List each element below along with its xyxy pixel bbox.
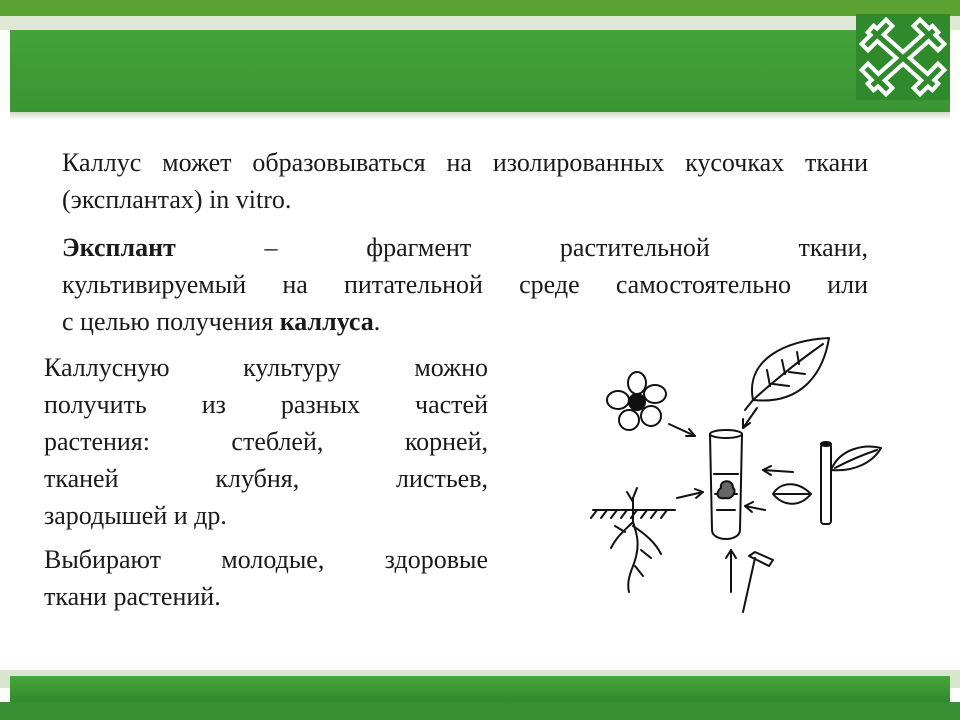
paragraph-callus-sources (44, 349, 488, 534)
header-shadow (10, 112, 950, 120)
stem-with-leaf-icon (821, 442, 881, 524)
header-band (0, 0, 960, 122)
leaf-icon (745, 338, 829, 410)
test-tube-icon (710, 430, 742, 539)
explant-line-3-before: с целью получения (62, 307, 280, 336)
sources-line-5: зародышей и др. (44, 501, 227, 530)
selection-line-1: Выбирают молодые, здоровые (44, 545, 488, 574)
sources-line-3: растения: стеблей, корней, (44, 427, 488, 456)
header-green-bar (10, 30, 950, 112)
probe-icon (743, 552, 773, 612)
header-top-strip (0, 0, 960, 16)
sources-line-1: Каллусную культуру можно (44, 353, 488, 382)
term-explant: Эксплант (62, 233, 176, 262)
explant-line-1 (62, 229, 868, 266)
term-callus: каллуса (279, 307, 374, 336)
footer-green-bar (10, 676, 950, 702)
flower-icon (607, 372, 666, 430)
explant-sources-illustration (585, 320, 885, 620)
explant-line-3-after: . (373, 307, 381, 336)
explant-line-3 (62, 307, 380, 336)
explant-line-2: культивируемый на питательной среде самостоятельно или (62, 270, 868, 299)
sources-line-2: получить из разных частей (44, 390, 488, 419)
sources-line-4: тканей клубня, листьев, (44, 464, 488, 493)
paragraph-selection (44, 541, 488, 615)
paragraph-callus-intro: Каллус может образовываться на изолированных кусочках ткани (эксплантах) in vitro. (62, 148, 868, 214)
header-light-strip (0, 16, 960, 30)
celtic-knot-logo-icon (856, 14, 950, 100)
leaf-small-icon (773, 484, 811, 504)
footer-dark-strip (0, 702, 960, 720)
arrow-icons (669, 408, 793, 592)
root-icon (591, 488, 675, 592)
selection-line-2: ткани растений. (44, 582, 221, 611)
explant-line-1-rest: – фрагмент растительной ткани, (175, 233, 868, 262)
